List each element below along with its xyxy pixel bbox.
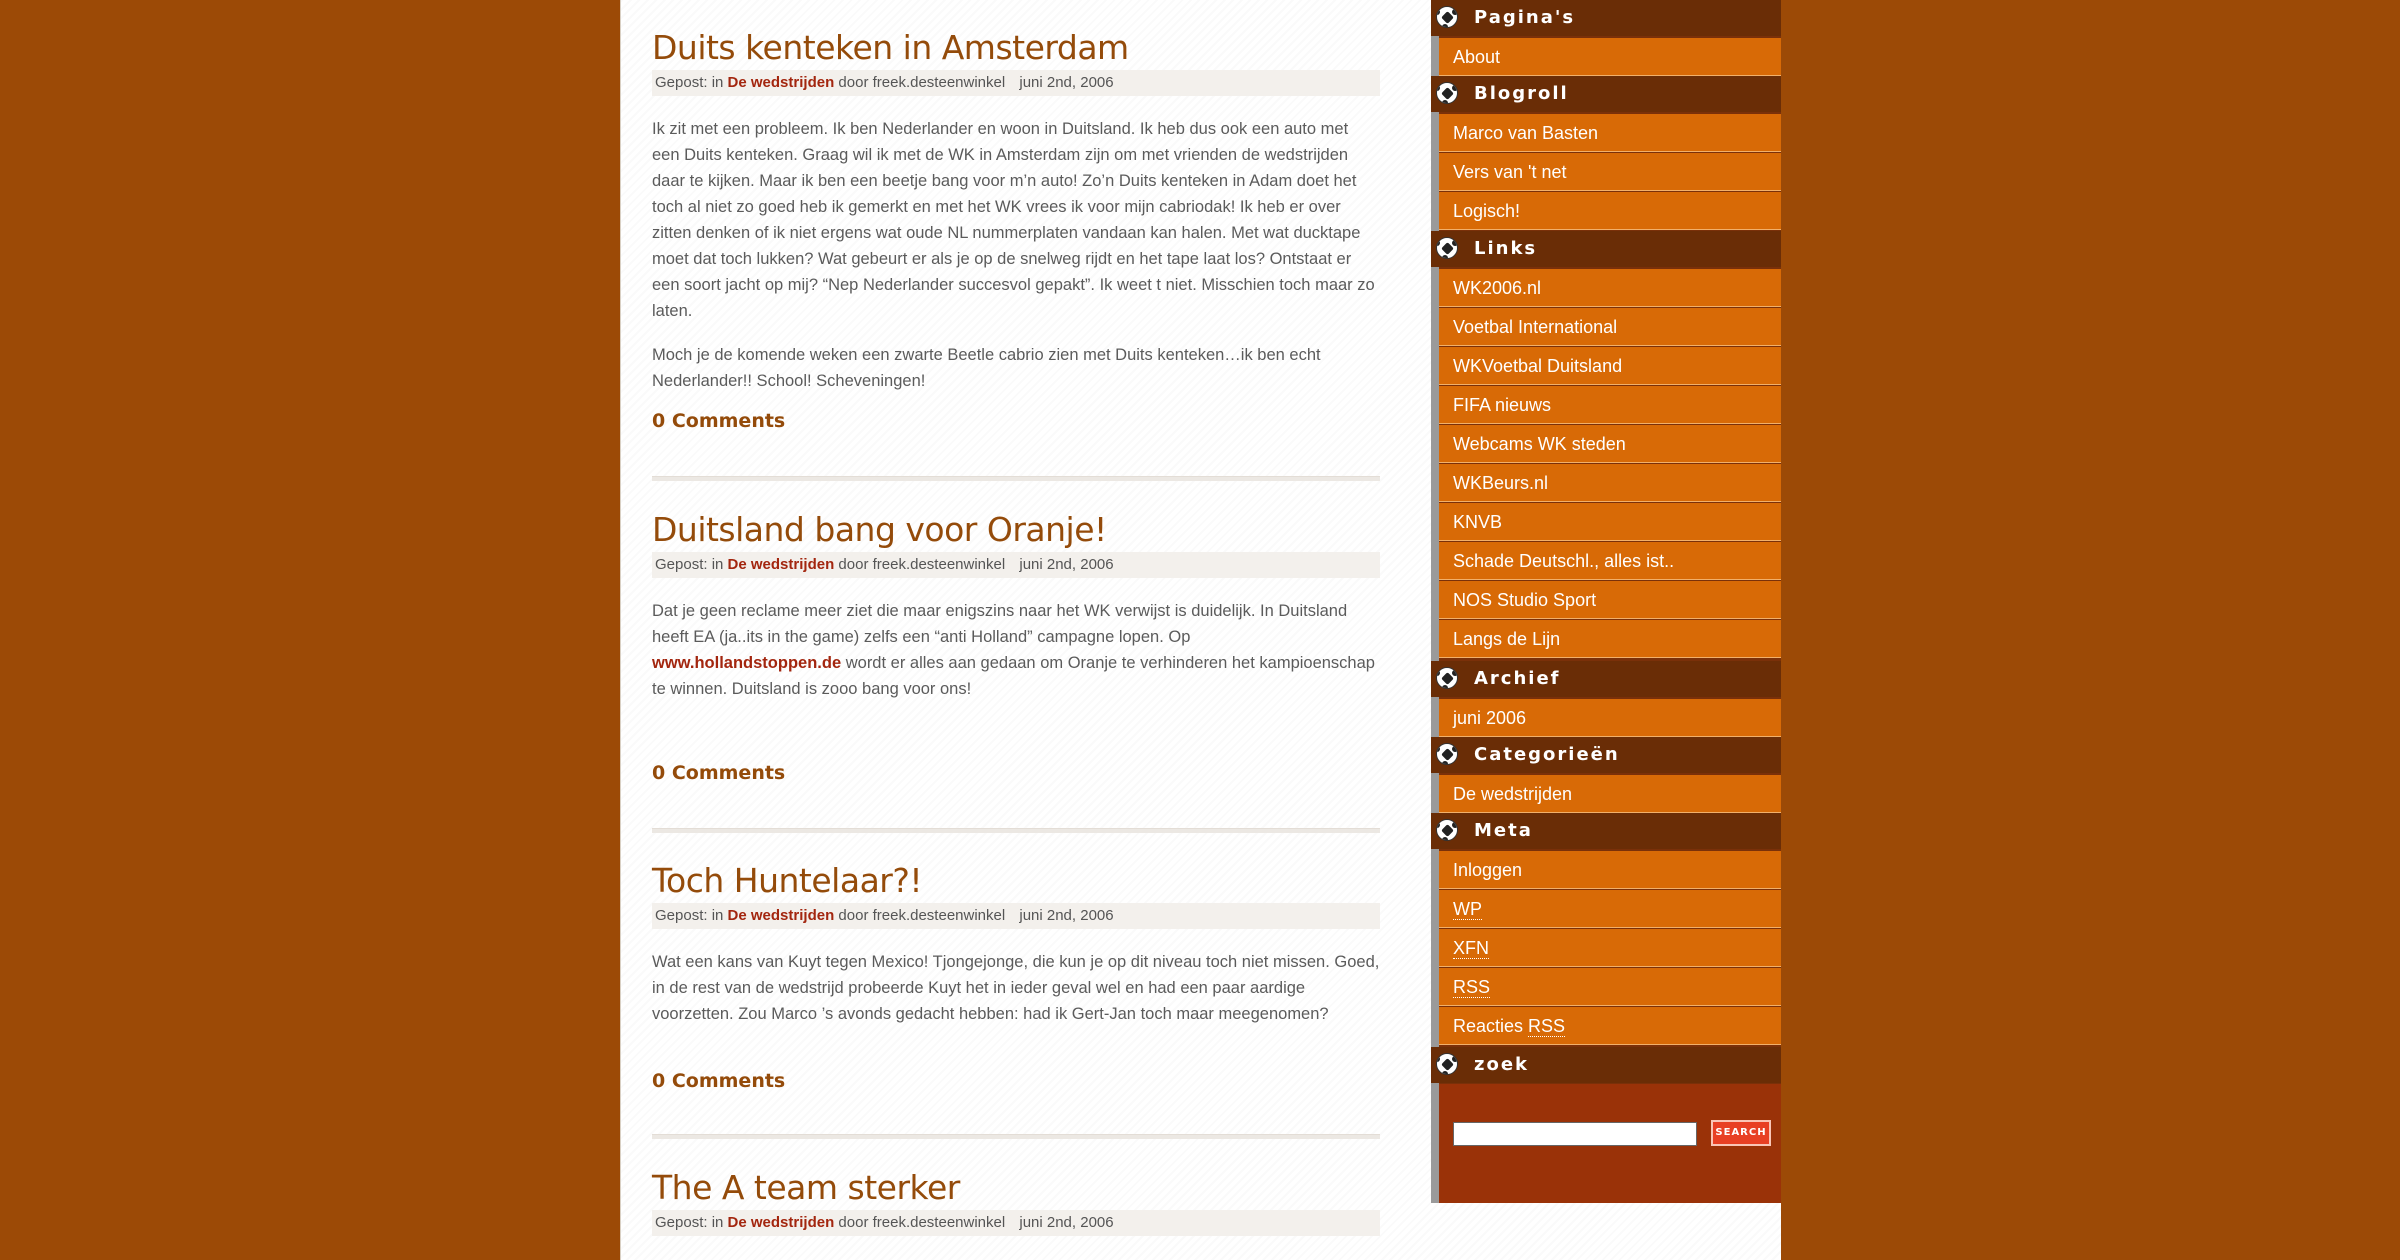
post-date: juni 2nd, 2006 — [1019, 907, 1114, 924]
widget-title: Blogroll — [1474, 83, 1569, 104]
widget-header-categories — [1431, 737, 1781, 773]
widget-title: Meta — [1474, 820, 1533, 841]
soccer-ball-icon — [1436, 667, 1458, 689]
sidebar-item-webcams[interactable]: Webcams WK steden — [1439, 425, 1781, 463]
sidebar-item-fifa-nieuws[interactable]: FIFA nieuws — [1439, 386, 1781, 424]
rss-abbr: RSS — [1528, 1016, 1566, 1036]
soccer-ball-icon — [1436, 819, 1458, 841]
meta-prefix: Gepost: in — [655, 556, 724, 573]
post-meta — [652, 70, 1380, 96]
widget-header-archive — [1431, 661, 1781, 697]
sidebar-item-reacties-rss[interactable] — [1439, 1007, 1781, 1045]
post-paragraph: Moch je de komende weken een zwarte Beetle cabrio zien met Duits kenteken…ik ben echt Nederlander!! School! Scheveningen! — [652, 346, 1321, 390]
category-link[interactable]: De wedstrijden — [727, 907, 835, 924]
post — [652, 861, 1380, 1027]
sidebar-item-wk2006[interactable]: WK2006.nl — [1439, 269, 1781, 307]
widget-header-search — [1431, 1047, 1781, 1083]
post-author: door freek.desteenwinkel — [838, 74, 1006, 91]
meta-prefix: Gepost: in — [655, 1214, 724, 1231]
sidebar-item-wp[interactable] — [1439, 890, 1781, 928]
reacties-label: Reacties — [1453, 1016, 1529, 1036]
soccer-ball-icon — [1436, 82, 1458, 104]
post-title[interactable]: The A team sterker — [652, 1168, 960, 1207]
post-body — [652, 949, 1380, 1027]
comments-link[interactable]: 0 Comments — [652, 762, 786, 784]
rss-abbr: RSS — [1453, 977, 1491, 997]
post-author: door freek.desteenwinkel — [838, 556, 1006, 573]
category-link[interactable]: De wedstrijden — [727, 556, 835, 573]
post-separator — [652, 828, 1380, 833]
post-author: door freek.desteenwinkel — [838, 907, 1006, 924]
comments-link[interactable]: 0 Comments — [652, 410, 786, 432]
sidebar-item-marco-van-basten[interactable]: Marco van Basten — [1439, 114, 1781, 152]
sidebar-item-wkbeurs[interactable]: WKBeurs.nl — [1439, 464, 1781, 502]
xfn-abbr: XFN — [1453, 938, 1489, 958]
post-paragraph: Wat een kans van Kuyt tegen Mexico! Tjongejonge, die kun je op dit niveau toch niet missen. Goed, in de rest van de wedstrijd probeerde Kuyt het in ieder geval wel en had een paar aardige voorzetten. Zou Marco ’s avonds gedacht hebben: had ik Gert-Jan toch maar meegenomen? — [652, 953, 1380, 1023]
soccer-ball-icon — [1436, 237, 1458, 259]
post-text: wordt er alles aan gedaan om Oranje te verhinderen het kampioenschap te winnen. Duitsland is zooo bang voor ons! — [652, 654, 1375, 698]
sidebar-item-inloggen[interactable]: Inloggen — [1439, 851, 1781, 889]
comments-link[interactable]: 0 Comments — [652, 1070, 786, 1092]
widget-title: Archief — [1474, 668, 1561, 689]
sidebar — [1431, 0, 1781, 1203]
post-meta — [652, 1210, 1380, 1236]
post-title[interactable]: Toch Huntelaar?! — [652, 861, 923, 900]
post — [652, 1168, 1380, 1236]
post-paragraph — [652, 598, 1380, 702]
sidebar-item-rss[interactable] — [1439, 968, 1781, 1006]
post-title[interactable]: Duitsland bang voor Oranje! — [652, 510, 1107, 549]
sidebar-item-schade-deutschland[interactable]: Schade Deutschl., alles ist.. — [1439, 542, 1781, 580]
soccer-ball-icon — [1436, 1053, 1458, 1075]
post — [652, 28, 1380, 394]
post-author: door freek.desteenwinkel — [838, 1214, 1006, 1231]
page-wrapper — [620, 0, 1781, 1260]
widget-header-links — [1431, 231, 1781, 267]
widget-header-pages — [1431, 0, 1781, 36]
sidebar-item-knvb[interactable]: KNVB — [1439, 503, 1781, 541]
search-input[interactable] — [1453, 1122, 1697, 1146]
post-body — [652, 116, 1380, 394]
sidebar-item-de-wedstrijden[interactable]: De wedstrijden — [1439, 775, 1781, 813]
search-area — [1439, 1084, 1781, 1203]
widget-title: Pagina's — [1474, 7, 1576, 28]
post — [652, 510, 1380, 702]
sidebar-item-voetbal-international[interactable]: Voetbal International — [1439, 308, 1781, 346]
soccer-ball-icon — [1436, 6, 1458, 28]
post-paragraph: Ik zit met een probleem. Ik ben Nederlander en woon in Duitsland. Ik heb dus ook een auto met een Duits kenteken. Graag wil ik met de WK in Amsterdam zijn om met vrienden de wedstrijden daar te kijken. Maar ik ben een beetje bang voor m’n auto! Zo’n Duits kenteken in Adam doet het toch al niet zo goed heb ik gemerkt en met het WK vrees ik voor mijn cabriodak! Ik heb er over zitten denken of ik niet ergens wat oude NL nummerplaten vandaan kan halen. Met wat ducktape moet dat toch lukken? Wat gebeurt er als je op de snelweg rijdt en het tape laat los? Ontstaat er een soort jacht op mij? “Nep Nederlander succesvol gepakt”. Ik weet t niet. Misschien toch maar zo laten. — [652, 120, 1375, 320]
post-separator — [652, 476, 1380, 481]
sidebar-item-nos-studio-sport[interactable]: NOS Studio Sport — [1439, 581, 1781, 619]
widget-title: zoek — [1474, 1054, 1530, 1075]
post-title[interactable]: Duits kenteken in Amsterdam — [652, 28, 1129, 67]
widget-header-meta — [1431, 813, 1781, 849]
post-meta — [652, 552, 1380, 578]
wp-abbr: WP — [1453, 899, 1482, 919]
post-separator — [652, 1134, 1380, 1139]
post-date: juni 2nd, 2006 — [1019, 1214, 1114, 1231]
category-link[interactable]: De wedstrijden — [727, 1214, 835, 1231]
sidebar-strip — [1431, 0, 1439, 1203]
meta-prefix: Gepost: in — [655, 74, 724, 91]
post-body — [652, 598, 1380, 702]
post-text: Dat je geen reclame meer ziet die maar enigszins naar het WK verwijst is duidelijk. In Duitsland heeft EA (ja..its in the game) zelfs een “anti Holland” campagne lopen. Op — [652, 602, 1348, 646]
meta-prefix: Gepost: in — [655, 907, 724, 924]
sidebar-item-wkvoetbal-duitsland[interactable]: WKVoetbal Duitsland — [1439, 347, 1781, 385]
widget-title: Links — [1474, 238, 1538, 259]
category-link[interactable]: De wedstrijden — [727, 74, 835, 91]
post-date: juni 2nd, 2006 — [1019, 74, 1114, 91]
post-date: juni 2nd, 2006 — [1019, 556, 1114, 573]
widget-title: Categorieën — [1474, 744, 1620, 765]
sidebar-item-juni-2006[interactable]: juni 2006 — [1439, 699, 1781, 737]
hollandstoppen-link[interactable]: www.hollandstoppen.de — [652, 654, 842, 672]
sidebar-item-vers-van-t-net[interactable]: Vers van 't net — [1439, 153, 1781, 191]
sidebar-item-logisch[interactable]: Logisch! — [1439, 192, 1781, 230]
soccer-ball-icon — [1436, 743, 1458, 765]
sidebar-item-xfn[interactable] — [1439, 929, 1781, 967]
sidebar-item-about[interactable]: About — [1439, 38, 1781, 76]
widget-header-blogroll — [1431, 76, 1781, 112]
sidebar-item-langs-de-lijn[interactable]: Langs de Lijn — [1439, 620, 1781, 658]
post-meta — [652, 903, 1380, 929]
search-button[interactable]: SEARCH — [1711, 1120, 1771, 1146]
